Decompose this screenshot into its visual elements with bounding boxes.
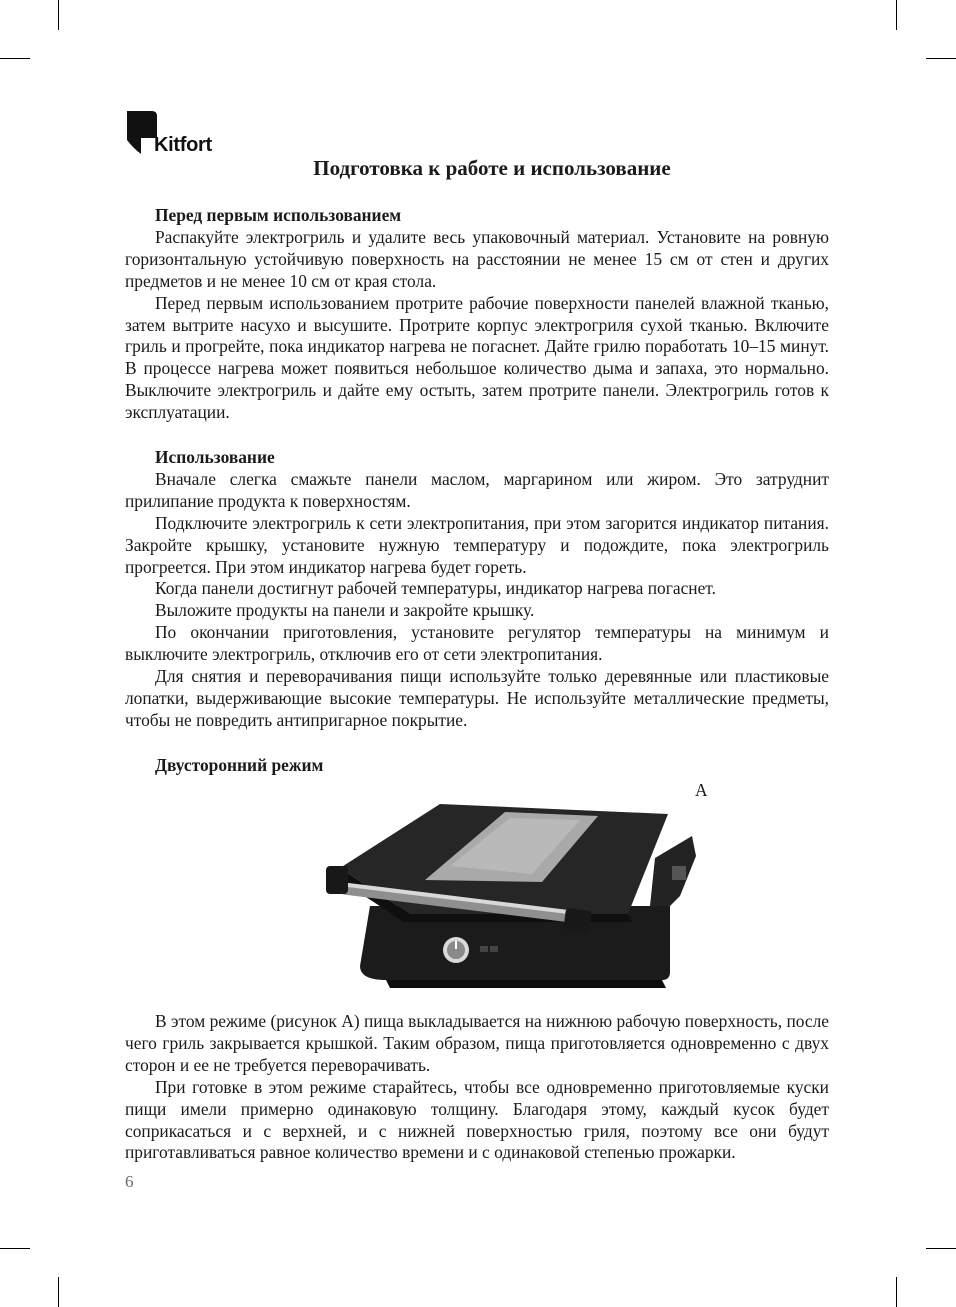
crop-mark — [926, 58, 956, 59]
paragraph: В этом режиме (рисунок А) пища выкладывается на нижнюю рабочую поверхность, после чего гриль закрывается крышкой. Таким образом, пища приготовляется одновременно с двух сторон и ее не требуется переворачивать. — [125, 1011, 829, 1075]
paragraph: При готовке в этом режиме старайтесь, чтобы все одновременно приготовляемые куски пищи имели примерно одинаковую толщину. Благодаря этому, каждый кусок будет соприкасаться и с верхней, и с нижней поверхностью гриля, поэтому все они будут приготавливаться равное количество времени и с одинаковой степенью прожарки. — [125, 1076, 829, 1163]
section-heading: Использование — [155, 447, 275, 467]
crop-mark — [0, 1248, 30, 1249]
section-two-sided-text — [125, 1011, 829, 1164]
indicator-icon — [480, 946, 488, 952]
paragraph: Перед первым использованием протрите рабочие поверхности панелей влажной тканью, затем вытрите насухо и высушите. Протрите корпус электрогриля сухой тканью. Включите гриль и прогрейте, пока индикатор нагрева не погаснет. Дайте грилю поработать 10–15 минут. В процессе нагрева может появиться небольшое количество дыма и запаха, это нормально. Выключите электрогриль и дайте ему остыть, затем протрите панели. Электрогриль готов к эксплуатации. — [125, 292, 829, 423]
crop-mark — [58, 0, 59, 30]
section-heading: Перед первым использованием — [155, 205, 402, 225]
brand-logo — [124, 108, 224, 160]
crop-mark — [896, 1277, 897, 1307]
paragraph: Для снятия и переворачивания пищи используйте только деревянные или пластиковые лопатки, выдерживающие высокие температуры. Не используйте металлические предметы, чтобы не повредить антипригарное покрытие. — [125, 666, 829, 730]
crop-mark — [926, 1248, 956, 1249]
section-before-first-use — [125, 205, 829, 424]
grill-illustration — [300, 796, 720, 1002]
paragraph: По окончании приготовления, установите регулятор температуры на минимум и выключите электрогриль, отключив его от сети электропитания. — [125, 622, 829, 665]
figure-label: A — [695, 780, 708, 800]
paragraph: Выложите продукты на панели и закройте крышку. — [155, 600, 535, 621]
crop-mark — [58, 1277, 59, 1307]
page-number: 6 — [125, 1172, 134, 1191]
brand-name: Kitfort — [154, 134, 212, 156]
paragraph: Вначале слегка смажьте панели маслом, маргарином или жиром. Это затруднит прилипание продукта к поверхностям. — [125, 468, 829, 511]
paragraph: Подключите электрогриль к сети электропитания, при этом загорится индикатор питания. Закройте крышку, установите нужную температуру и подождите, пока электрогриль прогреется. При этом индикатор нагрева будет гореть. — [125, 512, 829, 577]
section-heading: Двусторонний режим — [155, 755, 324, 775]
section-two-sided — [125, 755, 829, 777]
paragraph: Распакуйте электрогриль и удалите весь упаковочный материал. Установите на ровную горизонтальную устойчивую поверхность на расстоянии не менее 15 см от стен и других предметов и не менее 10 см от края стола. — [125, 226, 829, 291]
crop-mark — [0, 58, 30, 59]
paragraph: Когда панели достигнут рабочей температуры, индикатор нагрева погаснет. — [155, 578, 716, 599]
crop-mark — [896, 0, 897, 30]
section-usage — [125, 447, 829, 732]
page-title: Подготовка к работе и использование — [313, 156, 671, 180]
